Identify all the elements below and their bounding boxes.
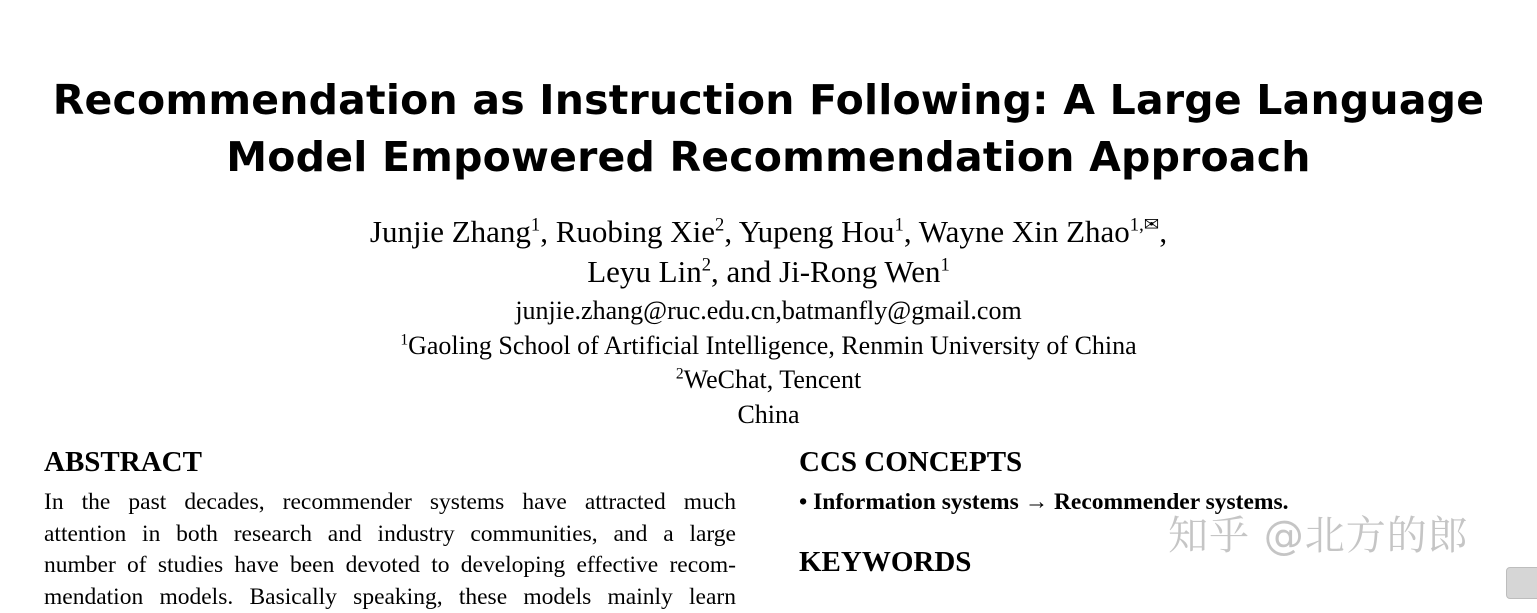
abstract-line: attention in both research and industry communities, and a large [44, 519, 736, 551]
author-separator: , [724, 214, 738, 249]
author-name: Junjie Zhang [370, 214, 531, 249]
paper-title-line-2: Model Empowered Recommendation Approach [0, 129, 1537, 186]
abstract-heading: ABSTRACT [44, 445, 202, 479]
abstract-body [44, 487, 736, 613]
affiliation-2 [0, 363, 1537, 398]
paper-title [0, 72, 1537, 186]
author-list [0, 212, 1537, 292]
affiliation-country: China [0, 398, 1537, 433]
affiliation-mark: 2 [676, 365, 684, 382]
author-name: Leyu Lin [587, 254, 702, 289]
author-name: Wayne Xin Zhao [919, 214, 1130, 249]
author-separator: , [540, 214, 556, 249]
ccs-concept-item: • Information systems → Recommender systems. [799, 487, 1288, 519]
author-separator: , [904, 214, 919, 249]
author-affiliation-mark: 2 [715, 215, 724, 236]
author-affiliation-mark: 1 [531, 215, 540, 236]
keywords-heading: KEYWORDS [799, 545, 971, 579]
affiliation-1 [0, 329, 1537, 364]
author-name: Ruobing Xie [556, 214, 715, 249]
scroll-handle[interactable] [1506, 567, 1537, 599]
author-affiliation-mark: 1,✉ [1130, 215, 1160, 236]
abstract-line: mendation models. Basically speaking, these models mainly learn [44, 582, 736, 613]
author-name: Ji-Rong Wen [779, 254, 940, 289]
author-name: Yupeng Hou [739, 214, 895, 249]
affiliation-text: Gaoling School of Artificial Intelligence, Renmin University of China [408, 331, 1137, 360]
affiliation-mark: 1 [400, 331, 408, 348]
author-separator: , and [711, 254, 779, 289]
author-line-1 [0, 212, 1537, 252]
author-affiliation-mark: 1 [940, 255, 949, 276]
author-emails: junjie.zhang@ruc.edu.cn,batmanfly@gmail.com [0, 294, 1537, 329]
affiliation-block [0, 294, 1537, 432]
author-separator: , [1159, 214, 1167, 249]
watermark: 知乎 @北方的郎 [1168, 504, 1469, 561]
author-line-2 [0, 252, 1537, 292]
abstract-line: In the past decades, recommender systems have attracted much [44, 487, 736, 519]
paper-title-line-1: Recommendation as Instruction Following: A Large Language [0, 72, 1537, 129]
ccs-concepts-heading: CCS CONCEPTS [799, 445, 1022, 479]
author-affiliation-mark: 1 [895, 215, 904, 236]
affiliation-text: WeChat, Tencent [684, 365, 862, 394]
abstract-line: number of studies have been devoted to developing effective recom- [44, 550, 736, 582]
author-affiliation-mark: 2 [702, 255, 711, 276]
